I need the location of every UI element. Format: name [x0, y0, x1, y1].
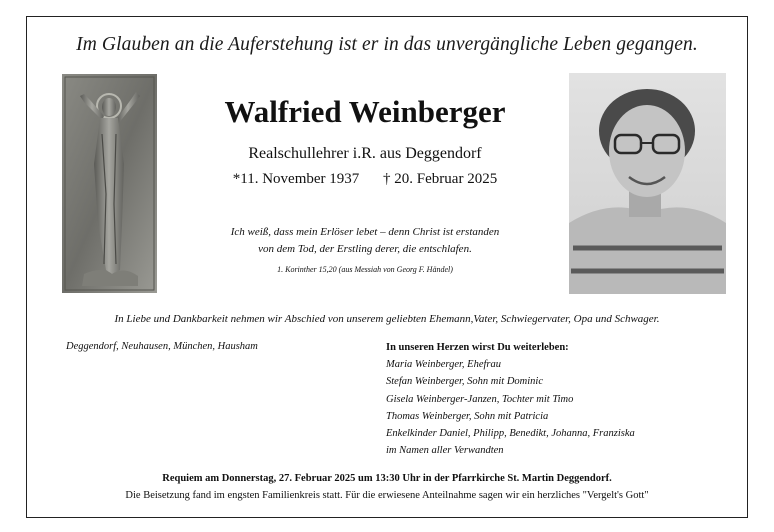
verse-line: Ich weiß, dass mein Erlöser lebet – denn Christ ist erstanden	[230, 226, 500, 238]
mourners-heading: In unseren Herzen wirst Du weiterleben:	[386, 342, 569, 353]
mourner-line: Stefan Weinberger, Sohn mit Dominic	[386, 376, 543, 388]
mourners-list	[386, 339, 726, 459]
profession: Realschullehrer i.R. aus Deggendorf	[248, 145, 482, 162]
mourner-line: Maria Weinberger, Ehefrau	[386, 359, 502, 371]
portrait-photo-image	[569, 73, 726, 294]
death-date: † 20. Februar 2025	[383, 171, 498, 187]
places: Deggendorf, Neuhausen, München, Hausham	[66, 341, 258, 352]
bible-verse	[170, 224, 560, 258]
mourner-line: Enkelkinder Daniel, Philipp, Benedikt, Johanna, Franziska	[386, 428, 635, 440]
verse-source: 1. Korinther 15,20 (aus Messiah von Georg F. Händel)	[277, 265, 453, 274]
requiem-info: Requiem am Donnerstag, 27. Februar 2025 um 13:30 Uhr in der Pfarrkirche St. Martin Deggendorf.	[162, 473, 612, 484]
headline: Im Glauben an die Auferstehung ist er in das unvergängliche Leben gegangen.	[76, 34, 698, 55]
mourner-line: Thomas Weinberger, Sohn mit Patricia	[386, 410, 549, 422]
farewell-text: In Liebe und Dankbarkeit nehmen wir Abschied von unserem geliebten Ehemann,Vater, Schwiegervater, Opa und Schwager.	[114, 313, 660, 325]
burial-info: Die Beisetzung fand im engsten Familienkreis statt. Für die erwiesene Anteilnahme sagen wir ein herzliches "Vergelt's Gott"	[125, 490, 649, 501]
deceased-name: Walfried Weinberger	[224, 94, 506, 129]
mourner-line: im Namen aller Verwandten	[386, 445, 504, 457]
risen-christ-relief-image	[62, 74, 157, 293]
birth-date: *11. November 1937	[232, 171, 360, 187]
mourner-line: Gisela Weinberger-Janzen, Tochter mit Timo	[386, 393, 574, 405]
life-dates	[170, 171, 560, 188]
verse-line: von dem Tod, der Erstling derer, die entschlafen.	[258, 243, 472, 255]
